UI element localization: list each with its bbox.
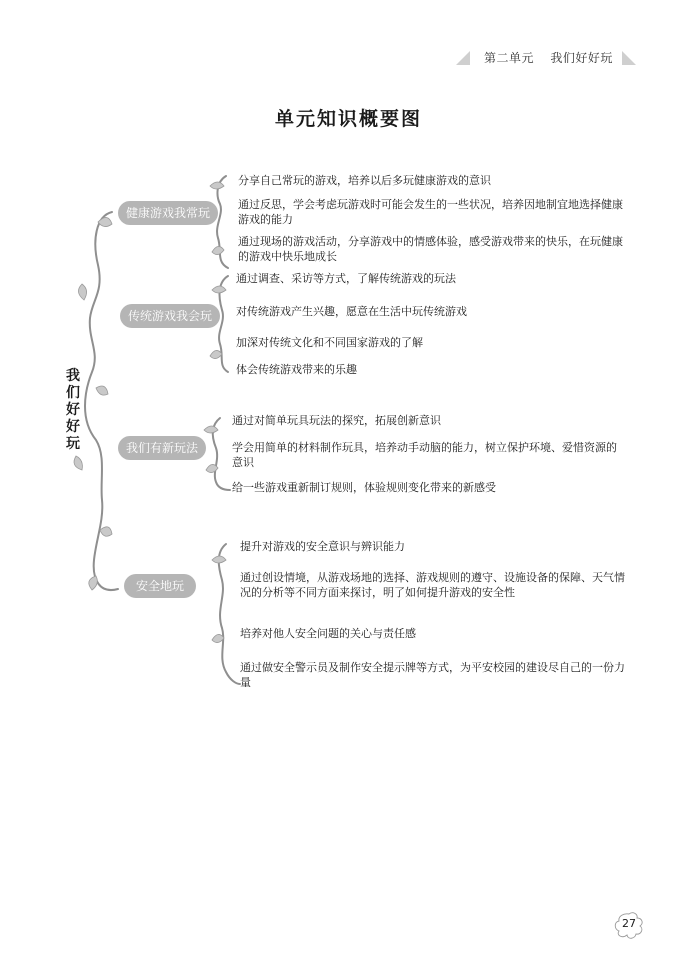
- branch-4-item-1: 提升对游戏的安全意识与辨识能力: [240, 540, 405, 553]
- page-number-badge: [614, 911, 644, 939]
- leaf-icon: [210, 182, 224, 189]
- leaf-icon: [98, 217, 112, 226]
- leaf-icon: [204, 426, 218, 433]
- leaf-icon: [89, 576, 98, 590]
- leaf-icon: [100, 527, 112, 536]
- branch-2-item-2: 对传统游戏产生兴趣，愿意在生活中玩传统游戏: [236, 305, 467, 318]
- branch-4-item-3: 培养对他人安全问题的关心与责任感: [240, 627, 416, 640]
- branch-3-item-3: 给一些游戏重新制订规则，体验规则变化带来的新感受: [232, 481, 496, 494]
- page-title: 单元知识概要图: [274, 108, 422, 130]
- branch-3-item-2: 学会用简单的材料制作玩具，培养动手动脑的能力，树立保护环境、爱惜资源的意识: [232, 441, 617, 469]
- branch-1-item-2: 通过反思，学会考虑玩游戏时可能会发生的一些状况，培养因地制宜地选择健康游戏的能力: [238, 198, 623, 226]
- page-number: 27: [622, 917, 636, 930]
- leaf-icon: [74, 456, 82, 470]
- branch-4-item-4: 通过做安全警示员及制作安全提示牌等方式，为平安校园的建设尽自己的一份力量: [240, 661, 625, 689]
- leaf-icon: [212, 286, 226, 293]
- root-label: 我们好好玩: [66, 368, 80, 452]
- branch-3-item-1: 通过对简单玩具玩法的探究，拓展创新意识: [232, 414, 441, 427]
- branch-2-item-3: 加深对传统文化和不同国家游戏的了解: [236, 336, 423, 349]
- header-title: 我们好好玩: [550, 51, 613, 65]
- leaf-icon: [212, 556, 226, 563]
- branch-pill-safe-play: 安全地玩: [124, 574, 196, 598]
- branch-pill-traditional-games: 传统游戏我会玩: [120, 304, 220, 328]
- branch-pill-healthy-games: 健康游戏我常玩: [118, 201, 218, 225]
- leaf-icon: [96, 386, 108, 395]
- branch-1-item-1: 分享自己常玩的游戏，培养以后多玩健康游戏的意识: [238, 174, 491, 187]
- branch-2-item-1: 通过调查、采访等方式，了解传统游戏的玩法: [236, 272, 456, 285]
- branch-1-item-3: 通过现场的游戏活动，分享游戏中的情感体验，感受游戏带来的快乐，在玩健康的游戏中快乐地成长: [238, 235, 623, 263]
- leaf-icon: [212, 246, 224, 254]
- branch-pill-new-ways: 我们有新玩法: [118, 436, 206, 460]
- leaf-icon: [210, 350, 222, 358]
- branch-2-item-4: 体会传统游戏带来的乐趣: [236, 363, 357, 376]
- branch-4-bracket: [219, 544, 240, 684]
- leaf-icon: [78, 284, 86, 300]
- branch-4-item-2: 通过创设情境，从游戏场地的选择、游戏规则的遵守、设施设备的保障、天气情况的分析等不同方面来探讨，明了如何提升游戏的安全性: [240, 571, 625, 599]
- header-unit: 第二单元: [484, 51, 535, 65]
